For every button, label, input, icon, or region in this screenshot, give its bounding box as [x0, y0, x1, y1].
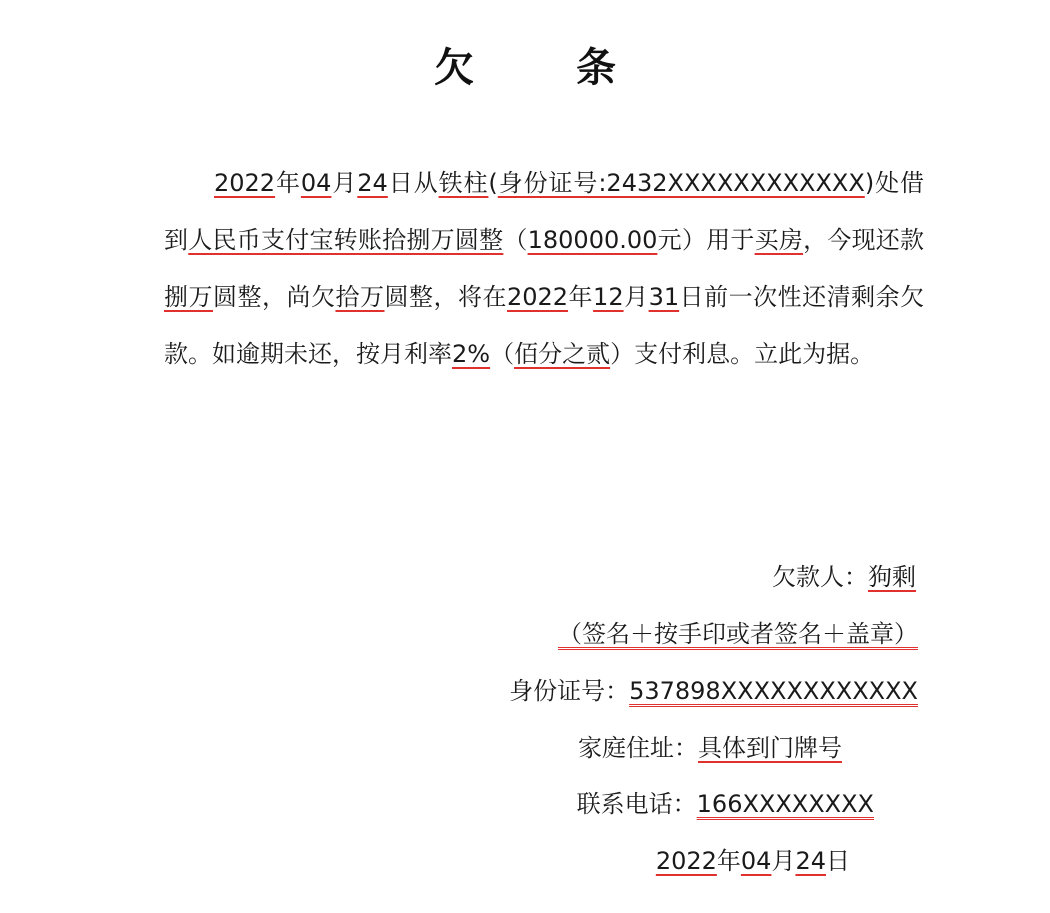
address-line — [578, 731, 842, 765]
phone-line — [577, 787, 874, 821]
address-label: 家庭住址： — [578, 734, 698, 762]
id-value: 537898XXXXXXXXXXXX — [629, 677, 918, 705]
phone-value: 166XXXXXXXX — [696, 790, 874, 818]
sign-note: （签名＋按手印或者签名＋盖章） — [558, 620, 918, 648]
text-segment: ，今现还款 — [803, 226, 925, 254]
text-segment: ）支付利息。立此为据。 — [610, 340, 875, 368]
date-day: 24 — [795, 847, 826, 875]
lender-id: 身份证号:2432XXXXXXXXXXXX — [497, 169, 865, 197]
text-segment: （ — [503, 226, 528, 254]
date-year: 2022 — [655, 847, 717, 875]
iou-body-paragraph — [164, 155, 924, 383]
debtor-label: 欠款人： — [772, 563, 868, 591]
interest-rate-words: 佰分之贰 — [514, 340, 611, 368]
text-segment: 日前一次性还清剩余欠款。如逾期未还，按月利率 — [164, 283, 925, 368]
sign-note-line — [558, 617, 918, 651]
loan-amount-number: 180000.00 — [527, 226, 658, 254]
loan-day: 24 — [357, 169, 388, 197]
loan-year: 2022 — [214, 169, 276, 197]
text-segment: 日从 — [387, 169, 439, 197]
id-label: 身份证号： — [509, 677, 630, 705]
text-segment: 元）用于 — [657, 226, 755, 254]
date-month-unit: 月 — [771, 847, 796, 875]
date-day-unit: 日 — [826, 847, 850, 875]
date-year-unit: 年 — [716, 847, 741, 875]
repaid-amount: 捌万 — [164, 283, 213, 311]
due-month: 12 — [593, 283, 624, 311]
text-segment: 圆整，尚欠 — [213, 283, 336, 311]
text-segment: 年 — [568, 283, 594, 311]
text-segment: 月 — [331, 169, 358, 197]
date-month: 04 — [740, 847, 772, 875]
due-day: 31 — [648, 283, 680, 311]
lender-name: 铁柱 — [438, 169, 489, 197]
document-title: 欠 条 — [434, 45, 660, 91]
phone-label: 联系电话： — [576, 790, 697, 818]
loan-amount-words: 人民币支付宝转账拾捌万圆整 — [188, 226, 504, 254]
debtor-line — [772, 560, 916, 594]
text-segment: 圆整，将在 — [384, 283, 507, 311]
address-value: 具体到门牌号 — [698, 734, 842, 762]
interest-rate: 2% — [452, 340, 491, 368]
text-segment: 年 — [275, 169, 301, 197]
debtor-name: 狗剩 — [868, 563, 916, 591]
text-segment: 月 — [623, 283, 649, 311]
text-segment: ( — [488, 169, 498, 197]
text-segment: )处借到 — [164, 169, 925, 254]
outstanding-amount: 拾万 — [335, 283, 385, 311]
date-line — [656, 844, 850, 878]
text-segment: （ — [490, 340, 515, 368]
loan-purpose: 买房 — [754, 226, 804, 254]
id-line — [509, 674, 918, 708]
due-year: 2022 — [506, 283, 569, 311]
loan-month: 04 — [300, 169, 332, 197]
